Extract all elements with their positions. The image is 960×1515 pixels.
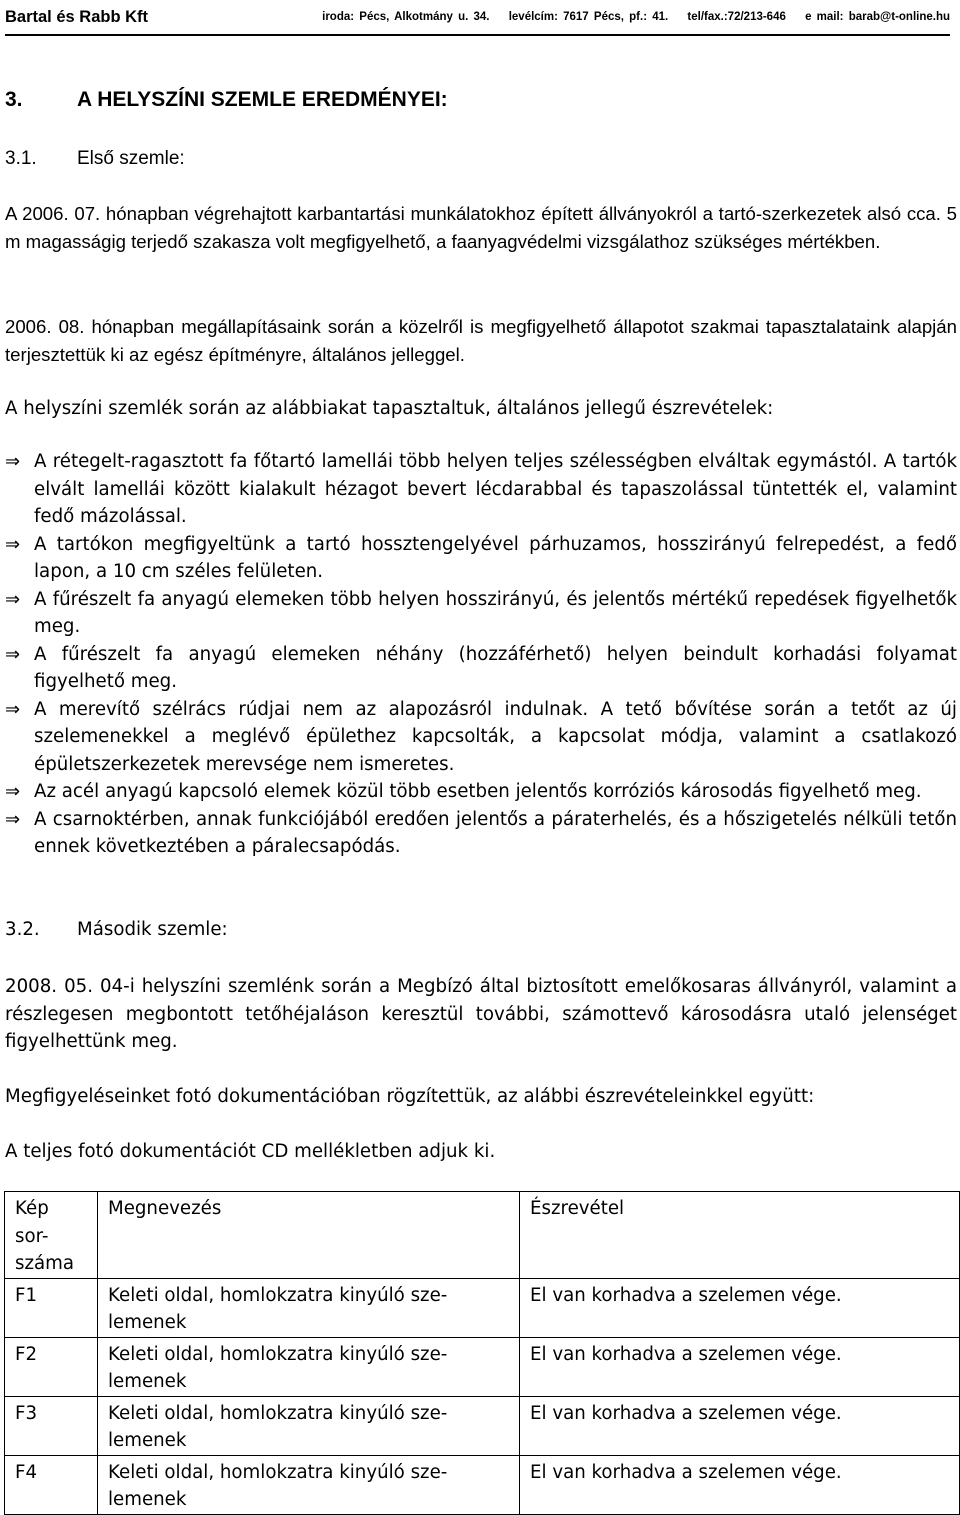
column-header-number: Kép sor-száma bbox=[5, 1192, 98, 1279]
column-header-name: Megnevezés bbox=[98, 1192, 520, 1279]
table-row bbox=[5, 1278, 960, 1337]
section-title-text: A HELYSZÍNI SZEMLE EREDMÉNYEI: bbox=[77, 88, 448, 111]
photo-remark: El van korhadva a szelemen vége. bbox=[520, 1455, 960, 1514]
table-row bbox=[5, 1455, 960, 1514]
page-header bbox=[5, 6, 950, 36]
list-item: ⇒ Az acél anyagú kapcsoló elemek közül több esetben jelentős korróziós károsodás figyelhető meg. bbox=[5, 778, 957, 806]
list-item: ⇒ A fűrészelt fa anyagú elemeken néhány (hozzáférhető) helyen beindult korhadási folyamat figyelhető meg. bbox=[5, 641, 957, 696]
photo-name: Keleti oldal, homlokzatra kinyúló sze-lemenek bbox=[98, 1455, 520, 1514]
photo-table bbox=[4, 1191, 960, 1515]
second-review-paragraph-3: A teljes fotó dokumentációt CD mellékletben adjuk ki. bbox=[5, 1141, 496, 1162]
photo-remark: El van korhadva a szelemen vége. bbox=[520, 1396, 960, 1455]
photo-number: F3 bbox=[5, 1396, 98, 1455]
photo-name: Keleti oldal, homlokzatra kinyúló sze-lemenek bbox=[98, 1396, 520, 1455]
photo-remark: El van korhadva a szelemen vége. bbox=[520, 1337, 960, 1396]
second-review-paragraph-1: 2008. 05. 04-i helyszíni szemlénk során a Megbízó által biztosított emelőkosaras állványról, valamint a részlegesen megbontott tetőhéjaláson keresztül további, számottevő károsodásra utaló jelenséget figyelhettünk meg. bbox=[5, 976, 957, 1052]
first-review-heading bbox=[5, 148, 185, 170]
photo-name: Keleti oldal, homlokzatra kinyúló sze-lemenek bbox=[98, 1337, 520, 1396]
arrow-icon: ⇒ bbox=[5, 698, 21, 720]
list-item: ⇒ A csarnoktérben, annak funkciójából eredően jelentős a páraterhelés, és a hőszigetelés nélküli tetőn ennek következtében a páralecsapódás. bbox=[5, 806, 957, 861]
photo-number: F1 bbox=[5, 1278, 98, 1337]
section-title bbox=[5, 88, 448, 112]
postal-address: levélcím: 7617 Pécs, pf.: 41. bbox=[508, 11, 669, 23]
first-review-title: Első szemle: bbox=[77, 148, 185, 169]
table-row bbox=[5, 1396, 960, 1455]
contact-info bbox=[308, 11, 950, 23]
list-item: ⇒ A tartókon megfigyeltünk a tartó hossztengelyével párhuzamos, hosszirányú felrepedést, a fedő lapon, a 10 cm széles felületen. bbox=[5, 531, 957, 586]
first-review-paragraph-2: 2006. 08. hónapban megállapításaink során a közelről is megfigyelhető állapotot szakmai tapasztalataink alapján terjesztettük ki az egész építményre, általános jelleggel. bbox=[5, 316, 957, 365]
first-review-paragraph-1: A 2006. 07. hónapban végrehajtott karbantartási munkálatokhoz épített állványokról a tartó-szerkezetek alsó cca. 5 m magasságig terjedő szakasza volt megfigyelhető, a faanyagvédelmi vizsgálathoz szükséges mértékben. bbox=[5, 203, 957, 252]
email-address: e mail: barab@t-online.hu bbox=[805, 11, 950, 23]
column-header-remark: Észrevétel bbox=[520, 1192, 960, 1279]
arrow-icon: ⇒ bbox=[5, 781, 21, 802]
observation-list bbox=[5, 448, 957, 861]
arrow-icon: ⇒ bbox=[5, 643, 21, 665]
list-item: ⇒ A rétegelt-ragasztott fa főtartó lamellái több helyen teljes szélességben elváltak egymástól. A tartók elvált lamellái között kialakult hézagot bevert lécdarabbal és tapaszolással tüntették el, valamint fedő mázolással. bbox=[5, 448, 957, 531]
photo-name: Keleti oldal, homlokzatra kinyúló sze-lemenek bbox=[98, 1278, 520, 1337]
arrow-icon: ⇒ bbox=[5, 588, 21, 610]
arrow-icon: ⇒ bbox=[5, 451, 21, 472]
second-review-heading bbox=[5, 919, 228, 940]
photo-remark: El van korhadva a szelemen vége. bbox=[520, 1278, 960, 1337]
observations-intro: A helyszíni szemlék során az alábbiakat tapasztaltuk, általános jellegű észrevételek: bbox=[5, 398, 774, 419]
second-review-number: 3.2. bbox=[5, 919, 40, 940]
arrow-icon: ⇒ bbox=[5, 533, 21, 555]
arrow-icon: ⇒ bbox=[5, 808, 21, 830]
phone-fax: tel/fax.:72/213-646 bbox=[687, 11, 786, 23]
photo-number: F4 bbox=[5, 1455, 98, 1514]
company-name: Bartal és Rabb Kft bbox=[5, 8, 149, 26]
first-review-number: 3.1. bbox=[5, 148, 37, 169]
list-item: ⇒ A merevítő szélrács rúdjai nem az alapozásról indulnak. A tető bővítése során a tetőt az új szelemenekkel a meglévő épülethez kapcsolták, a kapcsolat módja, valamint a csatlakozó épületszerkezetek merevsége nem ismeretes. bbox=[5, 696, 957, 779]
list-item: ⇒ A fűrészelt fa anyagú elemeken több helyen hosszirányú, és jelentős mértékű repedések figyelhetők meg. bbox=[5, 586, 957, 641]
office-address: iroda: Pécs, Alkotmány u. 34. bbox=[322, 11, 490, 23]
section-number: 3. bbox=[5, 88, 23, 111]
table-row bbox=[5, 1337, 960, 1396]
second-review-title: Második szemle: bbox=[77, 919, 228, 940]
photo-number: F2 bbox=[5, 1337, 98, 1396]
second-review-paragraph-2: Megfigyeléseinket fotó dokumentációban rögzítettük, az alábbi észrevételeinkkel együtt: bbox=[5, 1086, 815, 1107]
table-header-row bbox=[5, 1192, 960, 1279]
